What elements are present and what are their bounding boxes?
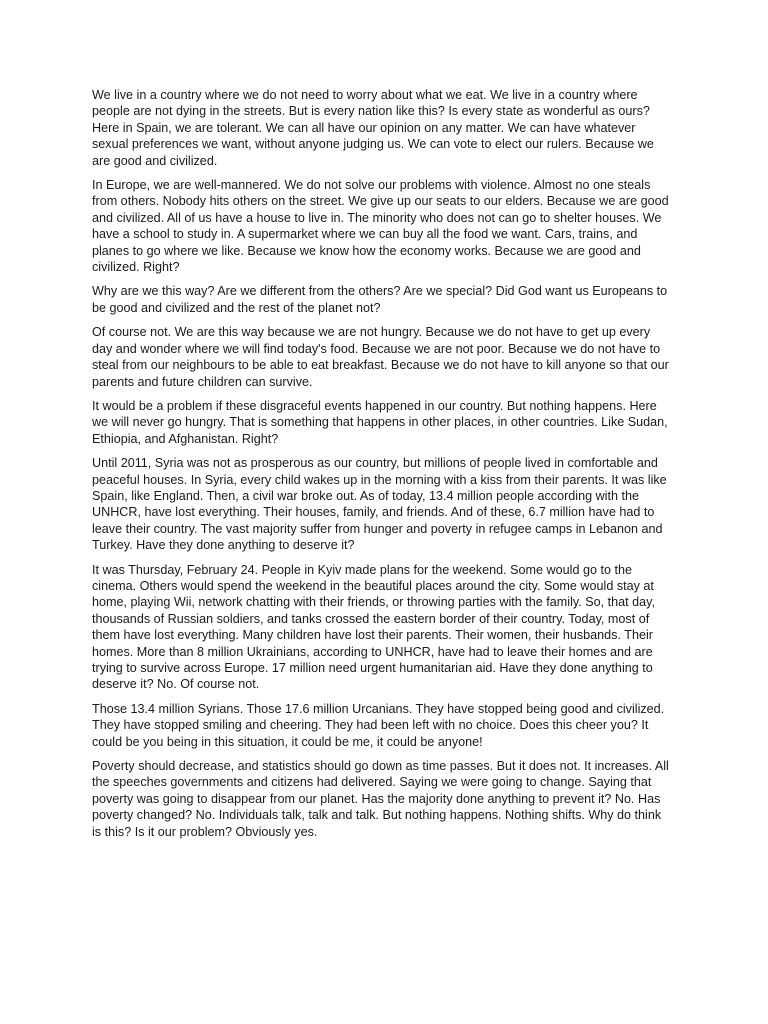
paragraph-6: Until 2011, Syria was not as prosperous as our country, but millions of people lived in comfortable and peaceful houses. In Syria, every child wakes up in the morning with a kiss from their parents. It was like Spain, like England. Then, a civil war broke out. As of today, 13.4 million people according with the UNHCR, have lost everything. Their houses, family, and friends. And of these, 6.7 million have had to leave their country. The vast majority suffer from hunger and poverty in refugee camps in Lebanon and Turkey. Have they done anything to deserve it? — [92, 456, 667, 553]
paragraph-7: It was Thursday, February 24. People in Kyiv made plans for the weekend. Some would go to the cinema. Others would spend the weekend in the beautiful places around the city. Some would stay at home, playing Wii, network chatting with their friends, or throwing parties with the family. So, that day, thousands of Russian soldiers, and tanks crossed the eastern border of their country. Today, most of them have lost everything. Many children have lost their parents. Their women, their husbands. Their homes. More than 8 million Ukrainians, according to UNHCR, have had to leave their homes and are trying to survive across Europe. 17 million need urgent humanitarian aid. Have they done anything to deserve it? No. Of course not. — [92, 562, 656, 692]
paragraph-8: Those 13.4 million Syrians. Those 17.6 million Urcanians. They have stopped being good and civilized. They have stopped smiling and cheering. They had been left with no choice. Does this cheer you? It could be you being in this situation, it could be me, it could be anyone! — [92, 701, 665, 749]
paragraph-3: Why are we this way? Are we different from the others? Are we special? Did God want us Europeans to be good and civilized and the rest of the planet not? — [92, 284, 668, 315]
paragraph-2: In Europe, we are well-mannered. We do not solve our problems with violence. Almost no one steals from others. Nobody hits others on the street. We give up our seats to our elders. Because we are good and civilized. All of us have a house to live in. The minority who does not can go to shelter houses. We have a school to study in. A supermarket where we can buy all the food we want. Cars, trains, and planes to go where we like. Because we know how the economy works. Because we are good and civilized. Right? — [92, 178, 669, 275]
document-page — [92, 87, 672, 848]
paragraph-9: Poverty should decrease, and statistics should go down as time passes. But it does not. It increases. All the speeches governments and citizens had delivered. Saying we were going to change. Saying that poverty was going to disappear from our planet. Has the majority done anything to prevent it? No. Has poverty changed? No. Individuals talk, talk and talk. But nothing happens. Nothing shifts. Why do think is this? Is it our problem? Obviously yes. — [92, 759, 669, 839]
paragraph-4: Of course not. We are this way because we are not hungry. Because we do not have to get up every day and wonder where we will find today's food. Because we are not poor. Because we do not have to steal from our neighbours to be able to eat breakfast. Because we do not have to kill anyone so that our parents and future children can survive. — [92, 325, 669, 389]
paragraph-5: It would be a problem if these disgraceful events happened in our country. But nothing happens. Here we will never go hungry. That is something that happens in other places, in other countries. Like Sudan, Ethiopia, and Afghanistan. Right? — [92, 398, 668, 446]
paragraph-1: We live in a country where we do not need to worry about what we eat. We live in a country where people are not dying in the streets. But is every nation like this? Is every state as wonderful as ours? Here in Spain, we are tolerant. We can all have our opinion on any matter. We can have whatever sexual preferences we want, without anyone judging us. We can vote to elect our rulers. Because we are good and civilized. — [92, 88, 654, 168]
